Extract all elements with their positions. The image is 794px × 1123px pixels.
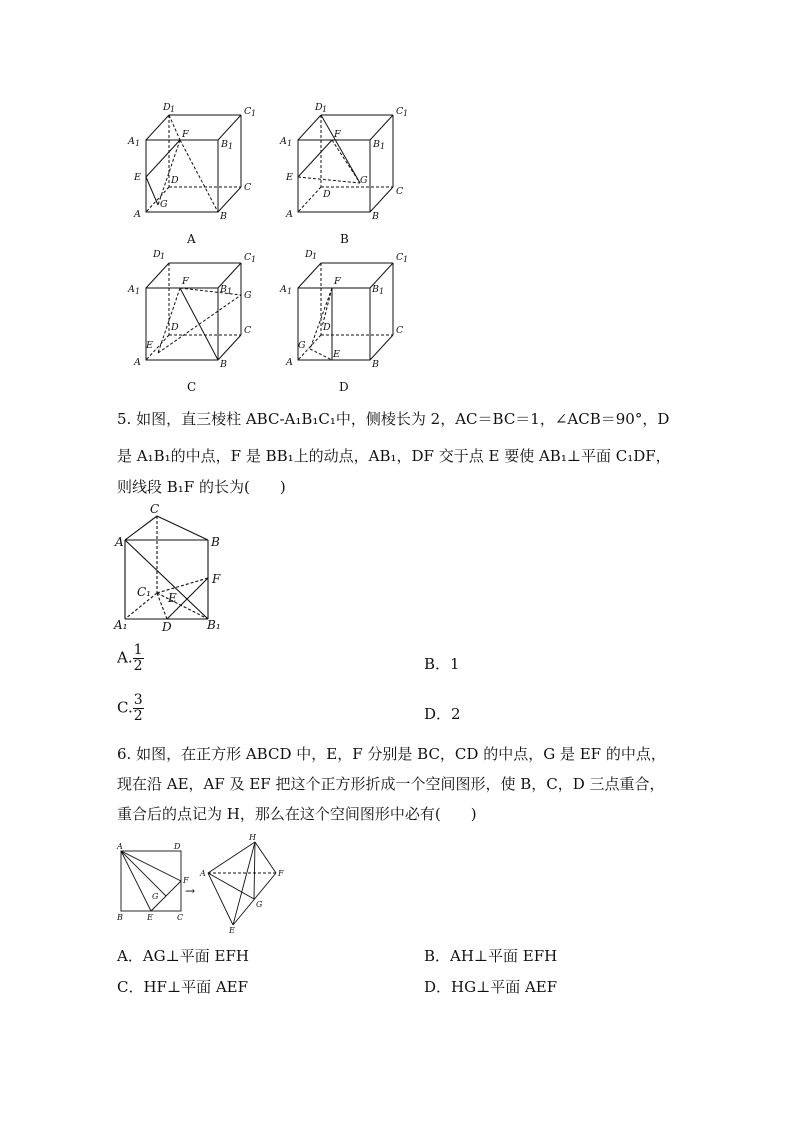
svg-text:A: A	[117, 842, 123, 851]
prism-labels	[113, 502, 221, 634]
q6-line2: 现在沿 AE，AF 及 EF 把这个正方形折成一个空间图形，使 B，C，D 三点重合，	[117, 775, 665, 793]
svg-text:1: 1	[228, 142, 234, 151]
svg-text:C: C	[150, 502, 160, 516]
svg-text:B: B	[117, 913, 123, 922]
svg-text:C: C	[244, 252, 252, 263]
svg-text:A: A	[200, 869, 206, 878]
svg-text:B: B	[373, 139, 380, 150]
svg-text:A: A	[134, 209, 141, 220]
svg-text:A: A	[280, 284, 287, 295]
svg-text:C: C	[177, 913, 184, 922]
svg-text:G: G	[360, 175, 368, 186]
q5-option-d[interactable]: D．2	[424, 705, 461, 723]
svg-text:B: B	[372, 211, 379, 222]
svg-text:C: C	[396, 252, 404, 263]
svg-text:B: B	[220, 211, 227, 222]
svg-text:G: G	[244, 290, 252, 301]
q6-option-b[interactable]: B．AH⊥平面 EFH	[424, 947, 558, 965]
q5-line3: 则线段 B₁F 的长为( )	[117, 478, 286, 496]
cube-a	[146, 115, 241, 212]
q5-option-b[interactable]: B．1	[424, 655, 460, 673]
svg-text:1: 1	[135, 139, 141, 148]
svg-text:1: 1	[287, 139, 293, 148]
caption-d: D	[339, 380, 349, 394]
svg-text:F: F	[182, 276, 189, 287]
svg-text:G: G	[160, 199, 168, 210]
svg-text:H: H	[249, 833, 256, 842]
svg-text:A: A	[128, 136, 135, 147]
svg-text:1: 1	[379, 287, 385, 296]
svg-text:B: B	[221, 139, 228, 150]
svg-text:D: D	[153, 249, 161, 260]
cube-b	[298, 115, 393, 212]
svg-text:1: 1	[403, 255, 409, 264]
svg-text:B: B	[220, 359, 227, 370]
cube-d	[298, 263, 393, 360]
svg-text:A: A	[286, 209, 293, 220]
svg-text:B: B	[372, 359, 379, 370]
caption-c: C	[187, 380, 197, 394]
q6-option-a[interactable]: A．AG⊥平面 EFH	[117, 947, 249, 965]
q6-option-c[interactable]: C．HF⊥平面 AEF	[117, 978, 249, 996]
arrow-icon: →	[185, 884, 196, 898]
svg-text:D: D	[171, 322, 179, 333]
svg-text:B₁: B₁	[207, 618, 221, 632]
cube-figures	[120, 95, 420, 400]
svg-text:1: 1	[160, 252, 166, 261]
svg-text:1: 1	[287, 287, 293, 296]
svg-text:D: D	[174, 842, 181, 851]
svg-text:C: C	[396, 186, 404, 197]
svg-text:A: A	[128, 284, 135, 295]
svg-text:A: A	[286, 357, 293, 368]
q6-line3: 重合后的点记为 H，那么在这个空间图形中必有( )	[117, 805, 477, 823]
q6-option-d[interactable]: D．HG⊥平面 AEF	[424, 978, 558, 996]
svg-text:E: E	[333, 349, 340, 360]
svg-text:1: 1	[170, 105, 176, 114]
svg-text:A: A	[134, 357, 141, 368]
cube-c	[146, 263, 241, 360]
svg-text:E: E	[286, 172, 293, 183]
svg-text:C: C	[244, 182, 252, 193]
svg-text:D: D	[323, 189, 331, 200]
caption-b: B	[340, 232, 349, 246]
svg-text:B: B	[220, 284, 227, 295]
q6-line1: 6. 如图，在正方形 ABCD 中，E，F 分别是 BC，CD 的中点，G 是 EF 的中点，	[117, 745, 666, 763]
svg-text:1: 1	[251, 255, 257, 264]
svg-text:D: D	[162, 620, 172, 634]
svg-text:B: B	[211, 535, 220, 549]
svg-text:C₁: C₁	[137, 585, 151, 599]
svg-text:C: C	[396, 106, 404, 117]
svg-text:1: 1	[251, 109, 257, 118]
caption-a: A	[187, 232, 196, 246]
svg-text:1: 1	[322, 105, 328, 114]
svg-text:C: C	[244, 106, 252, 117]
svg-text:A: A	[280, 136, 287, 147]
svg-text:D: D	[323, 322, 331, 333]
svg-text:D: D	[305, 249, 313, 260]
svg-text:A₁: A₁	[114, 618, 128, 632]
svg-text:1: 1	[312, 252, 318, 261]
svg-text:F: F	[278, 869, 284, 878]
q5-option-c[interactable]: C. $\frac{3}{2}$	[117, 692, 143, 724]
fraction-one-half: $\frac{1}{2}$	[133, 642, 143, 674]
svg-text:F: F	[212, 572, 221, 586]
prism-figure	[112, 502, 227, 637]
svg-text:F: F	[334, 276, 341, 287]
svg-text:E: E	[147, 913, 153, 922]
svg-text:1: 1	[403, 109, 409, 118]
svg-text:G: G	[152, 892, 159, 901]
svg-text:1: 1	[227, 287, 233, 296]
svg-text:B: B	[372, 284, 379, 295]
svg-text:E: E	[134, 172, 141, 183]
svg-text:C: C	[396, 325, 404, 336]
svg-text:C: C	[244, 325, 252, 336]
svg-text:G: G	[298, 340, 306, 351]
svg-text:F: F	[182, 129, 189, 140]
fold-figure	[112, 832, 292, 934]
svg-text:1: 1	[380, 142, 386, 151]
svg-text:F: F	[183, 876, 189, 885]
q5-line1: 5. 如图，直三棱柱 ABC-A₁B₁C₁中，侧棱长为 2，AC＝BC＝1，∠ACB＝90°，D	[117, 410, 670, 428]
svg-text:D: D	[163, 102, 171, 113]
svg-text:G: G	[256, 900, 263, 909]
svg-text:1: 1	[135, 287, 141, 296]
q5-line2: 是 A₁B₁的中点，F 是 BB₁上的动点，AB₁，DF 交于点 E 要使 AB₁⊥平面 C₁DF，	[117, 447, 671, 465]
q5-option-a[interactable]: A. $\frac{1}{2}$	[117, 642, 143, 674]
svg-text:A: A	[115, 535, 124, 549]
fraction-three-halves: $\frac{3}{2}$	[133, 692, 143, 724]
svg-text:D: D	[171, 175, 179, 186]
svg-text:E: E	[168, 591, 177, 605]
svg-text:F: F	[334, 129, 341, 140]
svg-text:E: E	[146, 340, 153, 351]
svg-text:D: D	[315, 102, 323, 113]
svg-text:E: E	[229, 926, 235, 934]
